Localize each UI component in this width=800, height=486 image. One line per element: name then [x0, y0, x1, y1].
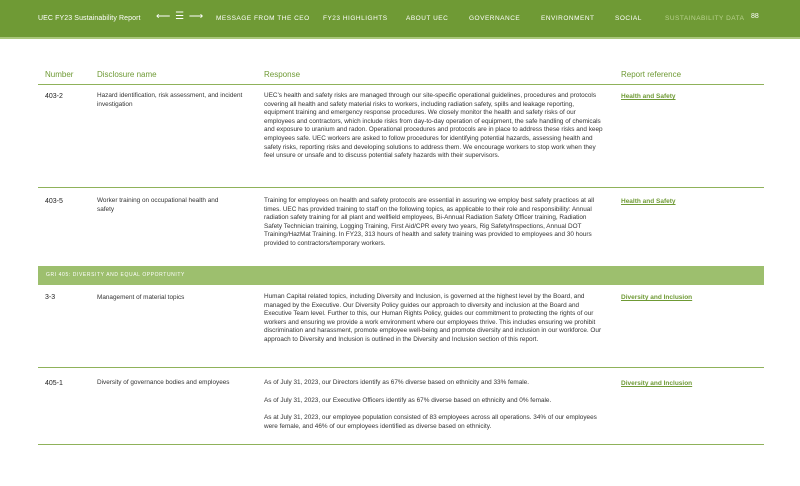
nav-arrows-menu-icon[interactable]: ⟵ ☰ ⟶ [156, 11, 205, 22]
column-header-response: Response [264, 70, 301, 79]
nav-message-from-ceo[interactable]: MESSAGE FROM THE CEO [216, 15, 310, 22]
report-title: UEC FY23 Sustainability Report [38, 15, 141, 22]
table-divider [38, 367, 764, 368]
disclosure-response [264, 379, 604, 431]
section-band [38, 266, 764, 285]
disclosure-number: 403-5 [45, 198, 63, 205]
nav-fy23-highlights[interactable]: FY23 HIGHLIGHTS [323, 15, 388, 22]
page-number: 88 [751, 13, 759, 20]
section-band-label: GRI 405: DIVERSITY AND EQUAL OPPORTUNITY [46, 272, 185, 278]
disclosure-number: 3-3 [45, 294, 56, 301]
disclosure-name: Worker training on occupational health and safety [97, 197, 219, 213]
table-divider [38, 444, 764, 445]
response-paragraph: As of July 31, 2023, our Executive Officers identify as 67% diverse based on ethnicity and 0% female. [264, 396, 552, 404]
table-divider [38, 187, 764, 188]
disclosure-name: Management of material topics [97, 294, 185, 301]
nav-governance[interactable]: GOVERNANCE [469, 15, 521, 22]
column-header-number: Number [45, 70, 74, 79]
report-reference-link[interactable]: Health and Safety [621, 93, 676, 100]
nav-environment[interactable]: ENVIRONMENT [541, 15, 595, 22]
response-paragraph: As of July 31, 2023, our Directors identify as 67% diverse based on ethnicity and 33% female. [264, 379, 530, 386]
report-reference-link[interactable]: Health and Safety [621, 198, 676, 205]
disclosure-response: Training for employees on health and safety protocols are essential in assuring we employ best safety practices at all times. UEC has provided training to staff on the following topics, as applicable to their role and responsibility: Annual radiation safety training for all plant and wellfield employees, Bi-Annual Radiation Safety Officer training, Radiation Safety Technician training, Logging Training, First Aid/CPR every two years, Rig Safety/Inspections, Annual DOT Training/HazMat Training. In FY23, 313 hours of health and safety training was provided to employees and 30 hours provided to contractors/temporary workers. [264, 197, 595, 247]
disclosure-response: UEC’s health and safety risks are managed through our site-specific operational guidelines, procedures and protocols covering all health and safety material risks to workers, including radiation safety, spills and leakage reporting, equipment training and emergency response procedures. We closely monitor the health and safety risks of our employees and contractors, which include risks from day-to-day operation of equipment, the safe handling of chemicals and exposure to uranium and radon. Operational procedures and protocols are in place to address these risks and keep employees safe. UEC workers are asked to follow procedures for identifying potential hazards, assessing health and safety risks, reporting risks and developing solutions to address them. We encourage workers to stop work when they feel unsure or unsafe and to discuss potential safety hazards with their supervisors. [264, 92, 603, 160]
column-header-reference: Report reference [621, 70, 682, 79]
disclosure-number: 403-2 [45, 93, 63, 100]
top-navigation-bar [0, 0, 800, 37]
disclosure-name: Hazard identification, risk assessment, and incident investigation [97, 92, 243, 108]
disclosure-response: Human Capital related topics, including Diversity and Inclusion, is governed at the highest level by the Board, and managed by the Executive. Our Diversity Policy guides our approach to diversity and inclusion at the Board and Executive Team level. Further to this, our Human Rights Policy, guides our commitment to protecting the rights of our workers and ensuring we provide a work environment where our employees thrive. This includes ensuring we prohibit discrimination and harassment, promote employee well-being and promote diversity and inclusion in our workforce. Our approach to Diversity and Inclusion is outlined in the Diversity and Inclusion section of this report. [264, 293, 602, 343]
nav-sustainability-data[interactable]: SUSTAINABILITY DATA [665, 15, 745, 22]
nav-about-uec[interactable]: ABOUT UEC [406, 15, 449, 22]
column-header-disclosure: Disclosure name [97, 70, 157, 79]
table-divider [38, 84, 764, 85]
response-paragraph: As at July 31, 2023, our employee population consisted of 83 employees across all operations. 34% of our employees were female, and 46% of our employees identified as diverse based on ethnicity. [264, 414, 597, 430]
report-reference-link[interactable]: Diversity and Inclusion [621, 294, 693, 301]
disclosure-number: 405-1 [45, 380, 63, 387]
report-reference-link[interactable]: Diversity and Inclusion [621, 380, 693, 387]
disclosure-name: Diversity of governance bodies and employees [97, 379, 230, 386]
header-divider [0, 37, 800, 39]
nav-social[interactable]: SOCIAL [615, 15, 642, 22]
